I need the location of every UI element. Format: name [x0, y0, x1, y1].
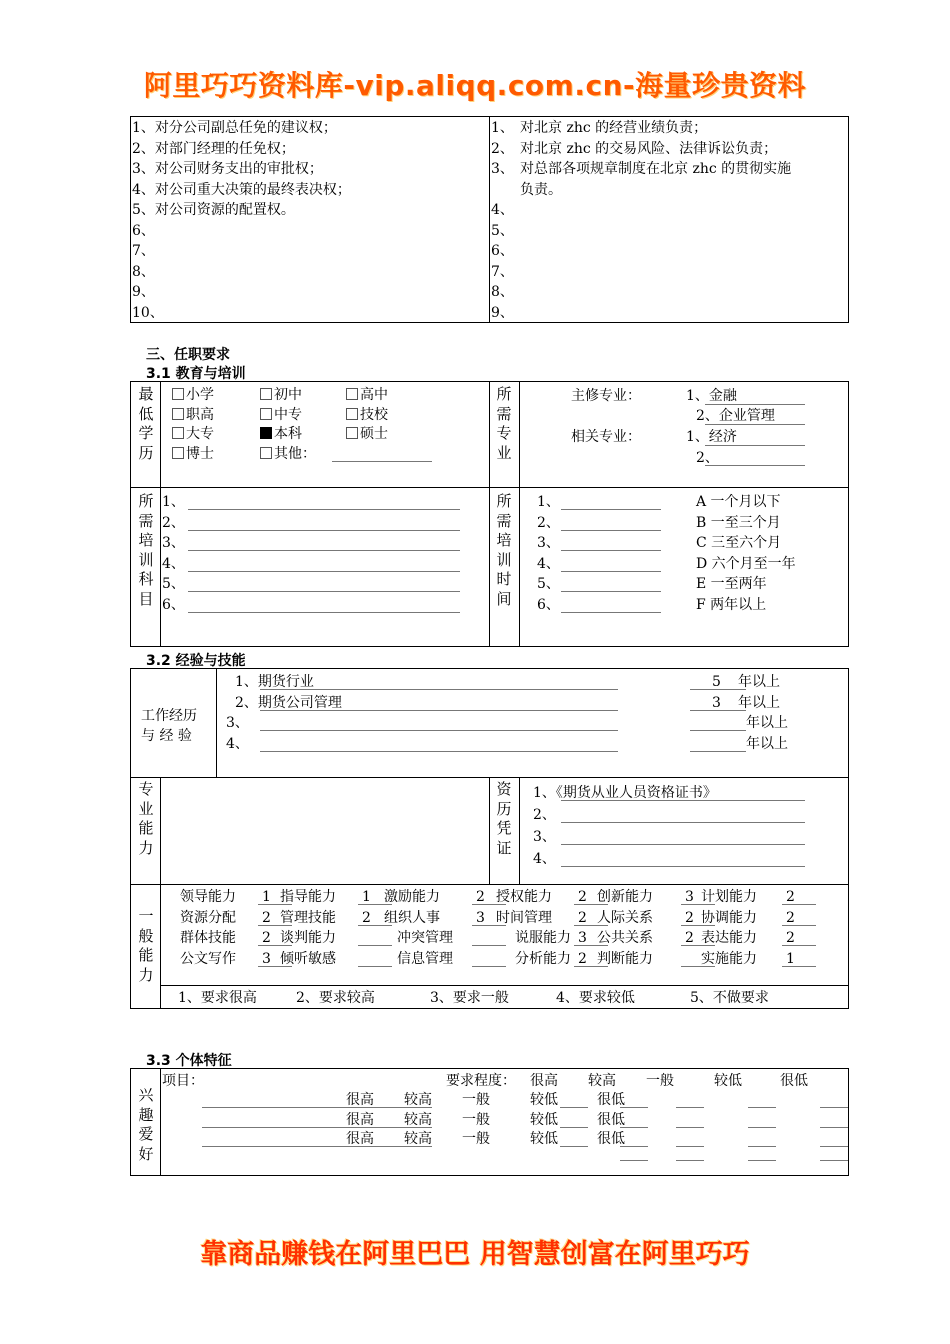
- degree-option: 很低: [597, 1131, 625, 1147]
- fill-line: [561, 866, 805, 867]
- label-char: 趣: [138, 1105, 154, 1124]
- legend-item: 5、不做要求: [690, 990, 769, 1006]
- training-time-option: A 一个月以下: [696, 494, 781, 510]
- fill-line: [705, 445, 805, 446]
- credential-item: 4、: [533, 851, 556, 867]
- right-item: 9、: [132, 284, 155, 300]
- fill-line: [561, 800, 805, 801]
- edu-option[interactable]: [260, 424, 302, 444]
- fill-line: [748, 1146, 776, 1147]
- ability-level: 1: [786, 950, 795, 967]
- experience-item: 2、期货公司管理: [235, 694, 342, 711]
- experience-item: 3、: [226, 715, 249, 731]
- degree-option: 较低: [530, 1092, 558, 1108]
- fill-line: [260, 730, 618, 731]
- ability-name: 倾听敏感: [280, 950, 336, 967]
- edu-option[interactable]: [172, 385, 214, 405]
- subsection-personal: 3.3 个体特征: [146, 1053, 232, 1069]
- training-time-item: 6、: [537, 596, 560, 613]
- training-subject-item: 4、: [162, 555, 185, 572]
- ability-name: 人际关系: [597, 909, 653, 926]
- edu-option[interactable]: [260, 444, 316, 464]
- fill-line: [748, 1127, 776, 1128]
- training-time-item: 5、: [537, 576, 560, 592]
- fill-line: [748, 1107, 776, 1108]
- edu-option[interactable]: [346, 424, 388, 444]
- legend-item: 4、要求较低: [556, 990, 635, 1006]
- label-char: 业: [496, 443, 512, 462]
- label-char: 训: [138, 550, 154, 569]
- edu-option[interactable]: [172, 444, 214, 464]
- label-char: 需: [138, 511, 154, 530]
- fill-line: [820, 1107, 848, 1108]
- training-time-option: B 一至三个月: [696, 514, 781, 531]
- ability-level: 2: [786, 930, 795, 946]
- degree-option: 很高: [346, 1131, 374, 1147]
- ability-name: 信息管理: [397, 950, 453, 967]
- checkbox-icon[interactable]: [172, 408, 184, 420]
- checkbox-icon[interactable]: [172, 447, 184, 459]
- degree-option: 较高: [404, 1131, 432, 1147]
- edu-option-label: 大专: [186, 426, 214, 442]
- duty-item: 对北京 zhc 的交易风险、法律诉讼负责；: [520, 140, 778, 157]
- label-char: 资: [496, 780, 512, 798]
- ability-name: 资源分配: [180, 909, 236, 926]
- right-item: 10、: [132, 304, 164, 321]
- duty-item: 对总部各项规章制度在北京 zhc 的贯彻实施: [520, 161, 792, 177]
- ability-level: 2: [685, 909, 694, 926]
- fill-line: [202, 1127, 432, 1128]
- label-char: 低: [138, 404, 154, 423]
- edu-option-label: 职高: [186, 406, 214, 423]
- fill-line: [472, 945, 506, 946]
- label-char: 需: [496, 404, 512, 423]
- fill-line: [676, 1146, 704, 1147]
- experience-label-2: 与 经 验: [141, 728, 192, 744]
- label-char: 科: [138, 570, 154, 588]
- ability-level: 3: [578, 930, 587, 946]
- ability-level: 1: [262, 889, 271, 905]
- right-item: 1、对分公司副总任免的建议权；: [132, 120, 337, 136]
- label-char: 所: [138, 492, 154, 510]
- fill-line: [561, 571, 661, 572]
- experience-label: 工作经历: [141, 708, 197, 724]
- duty-number: 2、: [491, 140, 514, 157]
- edu-option[interactable]: [260, 385, 302, 405]
- checkbox-icon[interactable]: [172, 388, 184, 400]
- edu-option[interactable]: [172, 424, 214, 444]
- label-char: 业: [138, 799, 154, 818]
- fill-line: [561, 530, 661, 531]
- fill-line: [560, 1146, 588, 1147]
- fill-line: [820, 1146, 848, 1147]
- fill-line: [202, 1107, 432, 1108]
- ability-level: 2: [578, 909, 587, 926]
- experience-item: 4、: [226, 735, 249, 752]
- fill-line: [620, 1107, 648, 1108]
- ability-name: 说服能力: [515, 930, 571, 946]
- training-time-item: 4、: [537, 555, 560, 572]
- duty-number: 7、: [491, 263, 514, 280]
- label-char: 目: [138, 589, 154, 608]
- subsection-education: 3.1 教育与培训: [146, 366, 246, 382]
- ability-name: 表达能力: [701, 930, 757, 946]
- edu-option-label: 中专: [274, 406, 302, 423]
- label-char: 专: [496, 424, 512, 442]
- ability-level: 2: [786, 909, 795, 926]
- label-char: 证: [496, 838, 512, 857]
- training-time-item: 3、: [537, 535, 560, 551]
- duty-item: 对北京 zhc 的经营业绩负责；: [520, 120, 708, 136]
- label-char: 历: [496, 799, 512, 818]
- interest-item-label: 项目：: [162, 1073, 204, 1089]
- degree-option: 一般: [462, 1092, 490, 1108]
- main-major-2: 2、企业管理: [696, 408, 775, 424]
- right-item: 2、对部门经理的任免权；: [132, 140, 295, 157]
- ability-level: 3: [685, 889, 694, 905]
- edu-option-label: 技校: [360, 406, 388, 423]
- label-char: 所: [496, 385, 512, 403]
- other-fill-line: [332, 461, 432, 462]
- related-major-label: 相关专业：: [571, 429, 641, 445]
- ability-name: 判断能力: [597, 950, 653, 967]
- training-subject-item: 3、: [162, 535, 185, 551]
- checkbox-icon[interactable]: [260, 388, 272, 400]
- fill-line: [620, 1160, 648, 1161]
- ability-name: 时间管理: [496, 909, 552, 926]
- fill-line: [690, 751, 746, 752]
- legend-item: 3、要求一般: [430, 990, 509, 1006]
- ability-name: 领导能力: [180, 889, 236, 905]
- label-char: 需: [496, 511, 512, 530]
- ability-name: 指导能力: [280, 889, 336, 905]
- fill-line: [561, 612, 661, 613]
- label-char: 培: [138, 531, 154, 549]
- experience-item: 1、期货行业: [235, 674, 314, 690]
- fill-line: [358, 945, 392, 946]
- fill-line: [358, 966, 392, 967]
- ability-name: 创新能力: [597, 889, 653, 905]
- fill-line: [676, 1107, 704, 1108]
- fill-line: [561, 822, 805, 823]
- training-time-option: E 一至两年: [696, 576, 767, 592]
- fill-line: [748, 1160, 776, 1161]
- fill-line: [560, 1107, 588, 1108]
- degree-header: 较高: [588, 1073, 616, 1089]
- edu-option-label: 初中: [274, 387, 302, 403]
- fill-line: [782, 945, 816, 946]
- degree-option: 很低: [597, 1111, 625, 1128]
- credential-item: 1、《期货从业人员资格证书》: [533, 785, 717, 801]
- ability-name: 计划能力: [701, 889, 757, 905]
- ability-name: 授权能力: [496, 889, 552, 905]
- label-char: 历: [138, 443, 154, 462]
- label-char: 时: [496, 570, 512, 588]
- ability-name: 公文写作: [180, 950, 236, 967]
- fill-line: [705, 424, 805, 425]
- duty-item: 负责。: [520, 181, 562, 198]
- label-char: 兴: [138, 1086, 154, 1104]
- label-char: 专: [138, 780, 154, 798]
- banner-top: 阿里巧巧资料库-vip.aliqq.com.cn-海量珍贵资料: [143, 69, 807, 102]
- credential-item: 2、: [533, 807, 556, 823]
- banner-bottom: 靠商品赚钱在阿里巴巴 用智慧创富在阿里巧巧: [200, 1239, 750, 1270]
- duty-number: 1、: [491, 120, 514, 136]
- fill-line: [188, 591, 460, 592]
- label-char: 凭: [496, 819, 512, 837]
- ability-level: 2: [578, 889, 587, 905]
- degree-option: 较低: [530, 1131, 558, 1147]
- ability-name: 分析能力: [515, 950, 571, 967]
- ability-level: 3: [262, 950, 271, 967]
- right-item: 3、对公司财务支出的审批权；: [132, 161, 323, 177]
- ability-level: 2: [262, 930, 271, 946]
- right-item: 8、: [132, 263, 155, 280]
- ability-name: 激励能力: [384, 889, 440, 905]
- fill-line: [472, 966, 506, 967]
- credential-item: 3、: [533, 829, 556, 845]
- label-char: 培: [496, 531, 512, 549]
- degree-option: 一般: [462, 1131, 490, 1147]
- fill-line: [560, 1127, 588, 1128]
- checkbox-icon[interactable]: [260, 408, 272, 420]
- fill-line: [188, 571, 460, 572]
- subsection-experience: 3.2 经验与技能: [146, 653, 246, 669]
- edu-option-label: 高中: [360, 387, 388, 403]
- fill-line: [676, 1160, 704, 1161]
- duty-number: 8、: [491, 284, 514, 300]
- ability-level: 2: [362, 909, 371, 926]
- experience-years: 5: [712, 674, 721, 690]
- fill-line: [188, 612, 460, 613]
- fill-line: [705, 465, 805, 466]
- checkbox-icon[interactable]: [260, 427, 272, 439]
- label-char: 好: [138, 1144, 154, 1163]
- experience-years-unit: 年以上: [738, 694, 780, 711]
- ability-name: 管理技能: [280, 909, 336, 926]
- ability-level: 2: [578, 950, 587, 967]
- main-major-1: 1、金融: [686, 388, 737, 404]
- experience-years-unit: 年以上: [746, 715, 788, 731]
- fill-line: [620, 1127, 648, 1128]
- degree-option: 一般: [462, 1111, 490, 1128]
- edu-option-label: 硕士: [360, 426, 388, 442]
- fill-line: [782, 966, 816, 967]
- ability-level: 2: [262, 909, 271, 926]
- label-char: 间: [496, 589, 512, 608]
- ability-name: 实施能力: [701, 950, 757, 967]
- training-time-item: 1、: [537, 494, 560, 510]
- fill-line: [561, 509, 661, 510]
- duty-number: 4、: [491, 202, 514, 218]
- fill-line: [188, 550, 460, 551]
- duty-number: 6、: [491, 243, 514, 259]
- ability-level: 2: [476, 889, 485, 905]
- label-char: 最: [138, 385, 154, 403]
- checkbox-icon[interactable]: [346, 427, 358, 439]
- training-time-option: D 六个月至一年: [696, 555, 796, 572]
- experience-years: 3: [712, 694, 721, 711]
- degree-header: 一般: [646, 1073, 674, 1089]
- fill-line: [188, 530, 460, 531]
- edu-option-label: 其他：: [274, 445, 316, 462]
- checkbox-icon[interactable]: [346, 388, 358, 400]
- label-char: 学: [138, 424, 154, 442]
- checkbox-icon[interactable]: [172, 427, 184, 439]
- degree-header: 较低: [714, 1073, 742, 1089]
- degree-option: 很高: [346, 1092, 374, 1108]
- fill-line: [705, 404, 805, 405]
- fill-line: [690, 730, 746, 731]
- label-char: 能: [138, 946, 154, 964]
- fill-line: [561, 591, 661, 592]
- right-item: 4、对公司重大决策的最终表决权；: [132, 181, 351, 198]
- legend-item: 2、要求较高: [296, 990, 375, 1006]
- fill-line: [620, 1146, 648, 1147]
- fill-line: [820, 1127, 848, 1128]
- related-major-2: 2、: [696, 450, 719, 466]
- ability-level: 3: [476, 909, 485, 926]
- ability-name: 冲突管理: [397, 930, 453, 946]
- edu-option[interactable]: [346, 405, 388, 425]
- training-time-item: 2、: [537, 514, 560, 531]
- duty-number: 3、: [491, 161, 514, 177]
- degree-option: 很低: [597, 1092, 625, 1108]
- checkbox-icon[interactable]: [260, 447, 272, 459]
- label-char: 般: [138, 926, 154, 945]
- main-major-label: 主修专业：: [571, 388, 641, 404]
- training-subject-item: 2、: [162, 514, 185, 531]
- right-item: 6、: [132, 222, 155, 239]
- label-char: 爱: [138, 1125, 154, 1143]
- related-major-1: 1、经济: [686, 429, 737, 445]
- degree-option: 较高: [404, 1092, 432, 1108]
- ability-level: 2: [786, 889, 795, 905]
- degree-option: 很高: [346, 1111, 374, 1128]
- fill-line: [188, 509, 460, 510]
- ability-name: 群体技能: [180, 930, 236, 946]
- fill-line: [260, 710, 618, 711]
- ability-name: 协调能力: [701, 909, 757, 926]
- experience-years-unit: 年以上: [746, 735, 788, 752]
- label-char: 力: [138, 838, 154, 857]
- fill-line: [260, 689, 618, 690]
- duty-number: 5、: [491, 222, 514, 239]
- checkbox-icon[interactable]: [346, 408, 358, 420]
- interest-degree-label: 要求程度：: [446, 1073, 516, 1089]
- experience-years-unit: 年以上: [738, 674, 780, 690]
- ability-name: 组织人事: [384, 909, 440, 926]
- fill-line: [202, 1146, 432, 1147]
- edu-option[interactable]: [172, 405, 214, 425]
- training-time-option: C 三至六个月: [696, 535, 782, 551]
- edu-option[interactable]: [346, 385, 388, 405]
- degree-header: 很高: [530, 1073, 558, 1089]
- label-char: 一: [138, 907, 154, 925]
- edu-option[interactable]: [260, 405, 302, 425]
- fill-line: [561, 550, 661, 551]
- edu-option-label: 博士: [186, 445, 214, 462]
- training-subject-item: 6、: [162, 596, 185, 613]
- fill-line: [820, 1160, 848, 1161]
- fill-line: [676, 1127, 704, 1128]
- degree-option: 较高: [404, 1111, 432, 1128]
- edu-option-label: 小学: [186, 387, 214, 403]
- label-char: 训: [496, 550, 512, 569]
- label-char: 所: [496, 492, 512, 510]
- degree-header: 很低: [780, 1073, 808, 1089]
- legend-item: 1、要求很高: [178, 990, 257, 1006]
- section-title: 三、任职要求: [146, 347, 230, 363]
- ability-level: 1: [362, 889, 371, 905]
- fill-line: [782, 904, 816, 905]
- edu-option-label: 本科: [274, 426, 302, 442]
- label-char: 力: [138, 965, 154, 984]
- degree-option: 较低: [530, 1111, 558, 1128]
- right-item: 7、: [132, 243, 155, 259]
- fill-line: [561, 844, 805, 845]
- training-subject-item: 5、: [162, 576, 185, 592]
- fill-line: [782, 925, 816, 926]
- ability-level: 2: [685, 930, 694, 946]
- right-item: 5、对公司资源的配置权。: [132, 202, 295, 218]
- training-time-option: F 两年以上: [696, 596, 767, 613]
- ability-name: 公共关系: [597, 930, 653, 946]
- fill-line: [260, 751, 618, 752]
- ability-name: 谈判能力: [280, 930, 336, 946]
- label-char: 能: [138, 819, 154, 837]
- duty-number: 9、: [491, 304, 514, 321]
- training-subject-item: 1、: [162, 494, 185, 510]
